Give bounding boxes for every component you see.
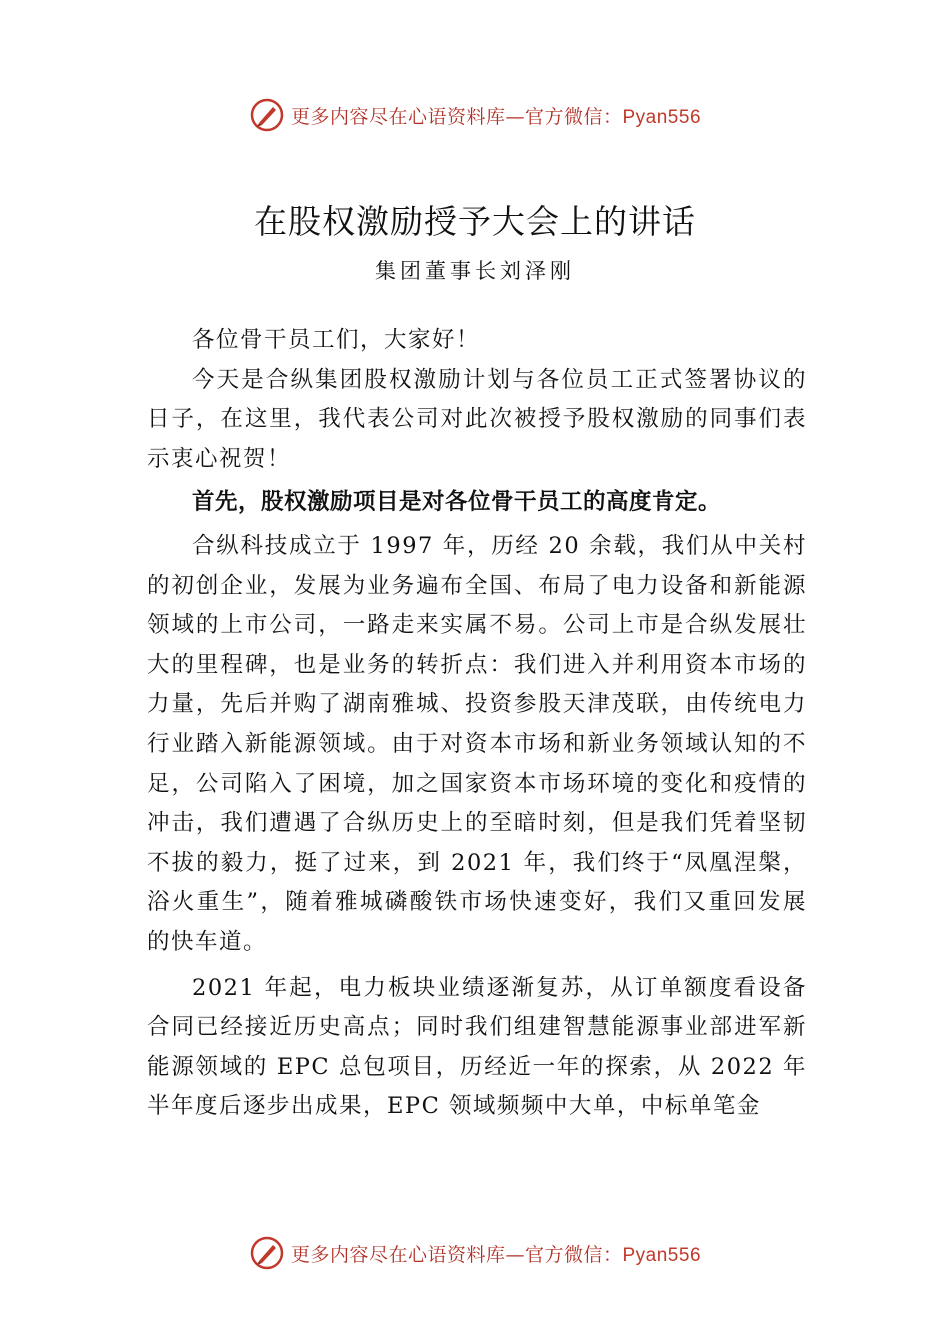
- header-banner: [0, 95, 950, 135]
- banner-library-text: 更多内容尽在心语资料库: [290, 105, 506, 128]
- paragraph-intro: 今天是合纵集团股权激励计划与各位员工正式签署协议的日子，在这里，我代表公司对此次被授予股权激励的同事们表示衷心祝贺！: [147, 366, 807, 472]
- document-subtitle: 集团董事长刘泽刚: [375, 259, 575, 283]
- footer-banner: [0, 1233, 950, 1273]
- banner-dash: —: [505, 105, 525, 128]
- banner-wechat-label: 官方微信：: [524, 105, 623, 128]
- banner-text: [291, 1240, 701, 1267]
- quill-pen-icon: [249, 1235, 285, 1271]
- paragraph-greeting: 各位骨干员工们，大家好！: [192, 327, 481, 353]
- banner-wechat-id: Pyan556: [622, 1244, 702, 1266]
- paragraph-heading: 首先，股权激励项目是对各位骨干员工的高度肯定。: [192, 489, 722, 516]
- document-title: 在股权激励授予大会上的讲话: [254, 202, 696, 241]
- document-body: [147, 321, 807, 1127]
- paragraph-history: 合纵科技成立于 1997 年，历经 20 余载，我们从中关村的初创企业，发展为业务遍布全国、布局了电力设备和新能源领域的上市公司，一路走来实属不易。公司上市是合纵发展壮大的里程碑，也是业务的转折点：我们进入并利用资本市场的力量，先后并购了湖南雅城、投资参股天津茂联，由传统电力行业踏入新能源领域。由于对资本市场和新业务领域认知的不足，公司陷入了困境，加之国家资本市场环境的变化和疫情的冲击，我们遭遇了合纵历史上的至暗时刻，但是我们凭着坚韧不拔的毅力，挺了过来，到 2021 年，我们终于“凤凰涅槃，浴火重生”，随着雅城磷酸铁市场快速变好，我们又重回发展的快车道。: [147, 532, 807, 955]
- banner-dash: —: [505, 1243, 525, 1266]
- quill-pen-icon: [249, 97, 285, 133]
- banner-wechat-label: 官方微信：: [524, 1243, 623, 1266]
- banner-library-text: 更多内容尽在心语资料库: [290, 1243, 506, 1266]
- paragraph-recovery: 2021 年起，电力板块业绩逐渐复苏，从订单额度看设备合同已经接近历史高点；同时我们组建智慧能源事业部进军新能源领域的 EPC 总包项目，历经近一年的探索，从 2022 年半年度后逐步出成果，EPC 领域频频中大单，中标单笔金: [147, 974, 807, 1120]
- banner-wechat-id: Pyan556: [622, 106, 702, 128]
- banner-text: [291, 102, 701, 129]
